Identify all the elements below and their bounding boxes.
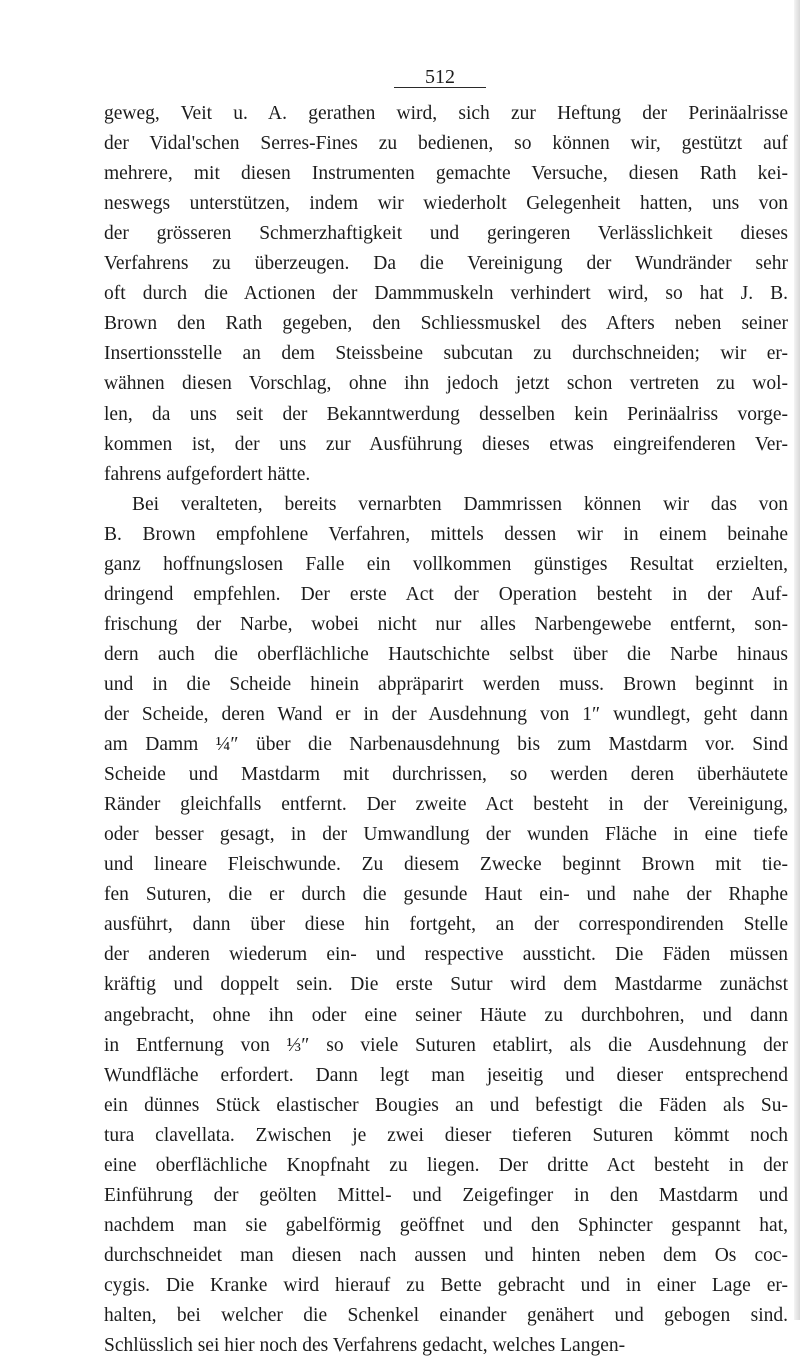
text-line: kommen ist, der uns zur Ausführung dieses etwas eingreifenderen Ver- [104, 433, 788, 455]
text-line: am Damm ¼″ über die Narbenausdehnung bis zum Mastdarm vor. Sind [104, 734, 788, 756]
text-line: B. Brown empfohlene Verfahren, mittels dessen wir in einem beinahe [104, 523, 788, 545]
text-line: ganz hoffnungslosen Falle ein vollkommen günstiges Resultat erzielten, [104, 553, 788, 575]
text-line: kräftig und doppelt sein. Die erste Sutur wird dem Mastdarme zunächst [104, 974, 788, 996]
text-line: dern auch die oberflächliche Hautschichte selbst über die Narbe hinaus [104, 643, 788, 665]
page-number-rule [394, 87, 486, 88]
text-line: Verfahrens zu überzeugen. Da die Vereinigung der Wundränder sehr [104, 253, 788, 275]
text-line: halten, bei welcher die Schenkel einander genähert und gebogen sind. [104, 1305, 788, 1326]
text-line: Schlüsslich sei hier noch des Verfahrens gedacht, welches Langen- [104, 1335, 626, 1357]
text-line: geweg, Veit u. A. gerathen wird, sich zur Heftung der Perinäalrisse [104, 103, 788, 124]
text-line: fen Suturen, die er durch die gesunde Haut ein- und nahe der Rhaphe [104, 884, 788, 906]
text-line: cygis. Die Kranke wird hierauf zu Bette gebracht und in einer Lage er- [104, 1274, 788, 1296]
text-line: ein dünnes Stück elastischer Bougies an und befestigt die Fäden als Su- [104, 1094, 788, 1116]
text-line: Ränder gleichfalls entfernt. Der zweite Act besteht in der Vereinigung, [104, 794, 788, 816]
text-line: ausführt, dann über diese hin fortgeht, an der correspondirenden Stelle [104, 914, 788, 936]
text-line: wähnen diesen Vorschlag, ohne ihn jedoch jetzt schon vertreten zu wol- [104, 373, 788, 395]
text-line: frischung der Narbe, wobei nicht nur alles Narbengewebe entfernt, son- [104, 613, 788, 635]
page-number: 512 [425, 66, 455, 88]
text-line: der grösseren Schmerzhaftigkeit und geringeren Verlässlichkeit dieses [104, 223, 788, 245]
text-line: in Entfernung von ⅓″ so viele Suturen etablirt, als die Ausdehnung der [104, 1034, 788, 1056]
text-line: oder besser gesagt, in der Umwandlung der wunden Fläche in eine tiefe [104, 824, 788, 846]
text-line: und in die Scheide hinein abpräparirt werden muss. Brown beginnt in [104, 673, 788, 695]
text-line: len, da uns seit der Bekanntwerdung desselben kein Perinäalriss vorge- [104, 403, 788, 425]
text-line: tura clavellata. Zwischen je zwei dieser tieferen Suturen kömmt noch [104, 1124, 788, 1146]
text-line: dringend empfehlen. Der erste Act der Operation besteht in der Auf- [104, 583, 788, 605]
text-line: Einführung der geölten Mittel- und Zeigefinger in den Mastdarm und [104, 1184, 788, 1206]
text-line: fahrens aufgefordert hätte. [104, 463, 311, 485]
text-line: Brown den Rath gegeben, den Schliessmuskel des Afters neben seiner [104, 313, 788, 335]
text-line: und lineare Fleischwunde. Zu diesem Zwecke beginnt Brown mit tie- [104, 854, 788, 876]
text-line: der anderen wiederum ein- und respective aussticht. Die Fäden müssen [104, 944, 788, 966]
text-line: durchschneidet man diesen nach aussen und hinten neben dem Os coc- [104, 1244, 788, 1266]
text-line: neswegs unterstützen, indem wir wiederholt Gelegenheit hatten, uns von [104, 193, 788, 215]
text-line: mehrere, mit diesen Instrumenten gemachte Versuche, diesen Rath kei- [104, 163, 788, 185]
text-line: eine oberflächliche Knopfnaht zu liegen. Der dritte Act besteht in der [104, 1154, 788, 1176]
text-line: Insertionsstelle an dem Steissbeine subcutan zu durchschneiden; wir er- [104, 343, 788, 365]
text-line: angebracht, ohne ihn oder eine seiner Häute zu durchbohren, und dann [104, 1004, 788, 1026]
text-line: Bei veralteten, bereits vernarbten Dammrissen können wir das von [132, 493, 788, 515]
text-line: der Scheide, deren Wand er in der Ausdehnung von 1″ wundlegt, geht dann [104, 704, 788, 725]
text-line: oft durch die Actionen der Dammmuskeln verhindert wird, so hat J. B. [104, 283, 788, 305]
text-line: der Vidal'schen Serres-Fines zu bedienen, so können wir, gestützt auf [104, 133, 788, 155]
text-line: Scheide und Mastdarm mit durchrissen, so werden deren überhäutete [104, 764, 788, 786]
text-line: nachdem man sie gabelförmig geöffnet und den Sphincter gespannt hat, [104, 1214, 788, 1236]
page-edge [794, 0, 800, 1320]
text-line: Wundfläche erfordert. Dann legt man jeseitig und dieser entsprechend [104, 1064, 788, 1086]
